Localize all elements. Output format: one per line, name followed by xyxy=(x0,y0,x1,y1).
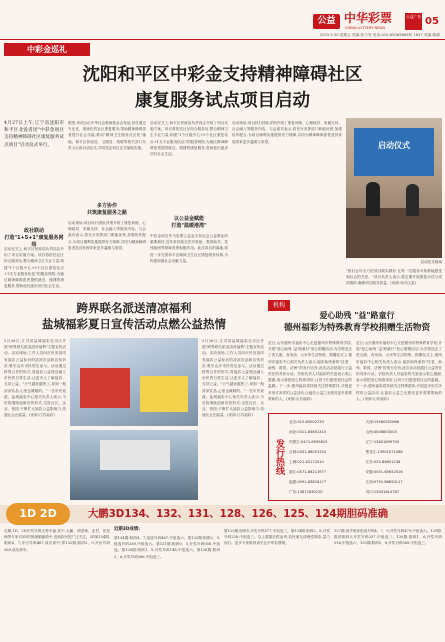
right-headline-line2: 德州福彩为特殊教育学校捐赠生活物资 xyxy=(283,323,431,333)
hotline-label: 发行热线 xyxy=(274,439,284,475)
main-body-5: "我们会尽全力把项目做实做好,让每一位服务对象都能感受到社会的关爱。"项目负责人表示,将定期开展康复评估与成效跟踪,确保项目服务质量。(来源:和平区委) xyxy=(346,269,442,286)
right-headline-line1: 爱心助残 "益"路童行 xyxy=(319,311,395,320)
main-body-3: 启动现场,项目执行团队详细介绍了康复训练、心理疏导、家属支持、社会融入等服务内容。与会嘉宾表示,将充分发挥部门职能优势,加强协作配合,为项目顺利实施提供有力保障,共同为精神障碍患者及其家庭带来更多温暖与希望。 xyxy=(68,221,146,250)
lottery-section xyxy=(0,505,445,642)
hotline-entry: 辽宁:13601899700 xyxy=(365,440,400,444)
left-headline-line1: 跨界联名派送清凉福利 xyxy=(76,301,192,315)
left-body-col1: 5月26日,江苏省盐城福彩在市区开展"跨界联名派送清凉福利"主题宣传活动。活动现场,工作人员向市民发放印有福彩公益标识的清凉饮品和宣传折页,吸引众多市民驻足参与。活动通过跨界合作的形式,将福彩公益理念融入市民的日常生活,让更多人了解福彩、支持公益。"天气越来越热了,拿到一瓶清凉饮品,心里也暖暖的。"一位市民说道。盐城福彩中心相关负责人表示,今后将继续创新宣传形式,走进社区、企业、校园,不断扩大福彩公益影响力,传递社会正能量。(来源:江苏福彩) xyxy=(4,339,66,418)
subhead-1-line1: 政社联动 xyxy=(23,228,44,234)
subhead-2-line1: 多方协作 xyxy=(96,203,117,209)
event-photo-caption: 启动仪式现场 xyxy=(420,260,442,264)
left-photo-top xyxy=(70,338,198,426)
main-lead: 4月27日上午,辽宁省沈阳市和平区北爱者团"中彩金项目支持精神障碍社区康复服务试点项目"启动仪式举行。 xyxy=(4,121,64,148)
photo-screen-text: 启动仪式 xyxy=(378,141,410,150)
subhead-2 xyxy=(68,203,146,217)
game-badge xyxy=(6,503,70,525)
main-headline xyxy=(0,62,445,114)
right-headline xyxy=(272,310,442,335)
subhead-3 xyxy=(150,216,228,230)
hotline-entry: 福建:0591-83818177 xyxy=(289,480,327,484)
hotline-entry: 江西:0791-86850117 xyxy=(365,480,403,484)
brand-sub: CHINA LOTTERY NEWS xyxy=(345,26,386,30)
event-photo xyxy=(346,118,442,258)
lottery-col1: 近期,1D、2D开奖号码走势平稳,其中,大鹏、胡老师、亚君、贺老师等专家对3D的预测频频命中,受到彩民的广泛关注。3D第134期,胆码4、7,开出号码467,成功命中;第132期,胆码2、9,开出号码269,成功命中。 xyxy=(4,529,110,552)
section-tag xyxy=(313,14,340,29)
photo-person xyxy=(366,182,380,216)
main-headline-line1: 沈阳和平区中彩金支持精神障碍社区 xyxy=(82,65,363,85)
hotline-entry: 黑龙江:13901071088 xyxy=(365,450,403,454)
hotline-entry: 广东:13672630120 xyxy=(289,490,323,494)
hotline-entry: 四川:13001614787 xyxy=(365,490,400,494)
hotline-entry: 河北:0311-85801315 xyxy=(289,430,327,434)
right-body-col2: 近日,山东德州市福彩中心走进德州市特殊教育学校,开展"爱心助残 '益'路童行"爱心捐赠活动,为学校送去了洗衣液、食用油、大米等生活物资。捐赠仪式上,德州市福彩中心相关负责人表示,福彩始终秉持"扶老、助残、救孤、济困"的发行宗旨,此次活动是践行公益责任的具体行动。学校负责人对福彩的关爱表示衷心感谢,表示将把爱心物资用好,让孩子们感受到社会的温暖。下一步,德州福彩将持续关注特殊群体,开展更多形式多样的公益活动,让福彩公益之光照亮更多需要帮助的人。(来源:山东福彩) xyxy=(356,341,442,401)
subhead-3-line2: 打造"温暖港湾" xyxy=(171,223,207,229)
header-rule xyxy=(0,39,445,40)
right-body-col1: 近日,山东德州市福彩中心走进德州市特殊教育学校,开展"爱心助残 '益'路童行"爱心捐赠活动,为学校送去了洗衣液、食用油、大米等生活物资。捐赠仪式上,德州市福彩中心相关负责人表示,福彩始终秉持"扶老、助残、救孤、济困"的发行宗旨,此次活动是践行公益责任的具体行动。学校负责人对福彩的关爱表示衷心感谢,表示将把爱心物资用好,让孩子们感受到社会的温暖。下一步,德州福彩将持续关注特殊群体,开展更多形式多样的公益活动,让福彩公益之光照亮更多需要帮助的人。(来源:山东福彩) xyxy=(268,341,352,401)
hotline-list xyxy=(289,418,439,498)
lottery-col4: 127期:高手推荐组选号码4、7、9,开奖号码479,中组选六。129期:推荐胆码3,开奖号码337,中组选三。130期:胆码1、6,开奖号码016,中组选六。133期:胆码5、8,开奖号码588,中组选三。 xyxy=(334,529,442,546)
brand-logo xyxy=(344,11,404,25)
main-body-col3: 启动仪式上,和平区民政局负责同志介绍了项目实施方案。项目将依托社区综合服务站,整合精神卫生专业力量,构建"1个区级中心+5个社区康复站点+1支专业服务队伍"的服务网络,为辖区精神障碍患者提供就近、便捷的康复服务,帮助他们逐步回归社会生活。 xyxy=(150,121,228,157)
hotline-entry: 吉林:0431-86051220 xyxy=(289,450,327,454)
photo-tent xyxy=(100,440,170,470)
brand-text: 中华彩票 xyxy=(344,11,393,25)
left-headline-line2: 盐城福彩夏日宣传活动点燃公益热情 xyxy=(42,317,226,331)
subhead-2-line2: 共筑康复服务之路 xyxy=(86,210,127,216)
section-tag-text: 公益 xyxy=(317,16,336,26)
hotline-entry: 山西:4008853003 xyxy=(365,430,397,434)
right-article-tag: 机构 xyxy=(268,300,290,311)
main-body-col4: 启动现场,项目执行团队详细介绍了康复训练、心理疏导、家属支持、社会融入等服务内容。与会嘉宾表示,将充分发挥部门职能优势,加强协作配合,为项目顺利实施提供有力保障,共同为精神障碍患者及其家庭带来更多温暖与希望。 xyxy=(232,121,342,144)
lottery-col2: 第134期:胆码4、7,组选号码467,中组选六。第132期:胆码2、9,组选号码269,中组选六。第131期:胆码0、5,开奖号码058,中组选。第128期:胆码1、8,开奖号码148,中组选六。第126期:胆码3、6,开奖号码366,中组选三。 xyxy=(114,536,220,559)
photo-booth xyxy=(140,376,188,412)
hotline-box xyxy=(268,413,442,501)
main-body-2: 启动仪式上,和平区民政局负责同志介绍了项目实施方案。项目将依托社区综合服务站,整合精神卫生专业力量,构建"1个区级中心+5个社区康复站点+1支专业服务队伍"的服务网络,为辖区精神障碍患者提供就近、便捷的康复服务,帮助他们逐步回归社会生活。 xyxy=(4,247,64,289)
page-number: 05 xyxy=(425,16,439,27)
left-headline xyxy=(4,300,264,332)
header xyxy=(0,0,445,40)
photo-screen xyxy=(354,128,434,176)
main-body-col2: 据悉,该项目由中华社会救助基金会发起,旨在通过专业化、系统化的社区康复服务,帮助精神障碍患者提升社会功能,推动"精神卫生服务社区化"落地。和平区民政局、卫健局、残联等相关部门负责人出席启动仪式,共同见证项目正式落地实施。 xyxy=(68,121,146,150)
subhead-1-line2: 打造"1+5+1"康复服务网络 xyxy=(4,235,64,248)
section-divider xyxy=(0,293,445,294)
hotline-entry: 安徽:0551-65652016 xyxy=(365,470,403,474)
hotline-entry: 浙江:0571-88213977 xyxy=(289,470,327,474)
subhead-3-line1: 以公益金赋能 xyxy=(173,216,204,222)
hotline-entry: 北京:010-65002733 xyxy=(289,420,324,424)
main-headline-line2: 康复服务试点项目启动 xyxy=(135,91,310,111)
page-label: 公益广告 xyxy=(405,13,422,30)
hotline-entry: 内蒙古:0471-6599815 xyxy=(289,440,328,444)
hotline-entry: 天津:13560552868 xyxy=(365,420,400,424)
photo-person xyxy=(406,184,419,216)
game-badge-text: 1D 2D xyxy=(19,507,57,520)
main-body-4: 中彩金项目作为彩票公益金支持社会公益事业的重要载体,近年来持续在医疗救助、教育助学、扶残助困等领域发挥积极作用。此次项目的落地,将进一步完善和平区精神卫生社区康复服务体系,为构建和谐社会贡献力量。 xyxy=(150,234,228,263)
lottery-sub: 近期3D成绩: xyxy=(114,527,141,532)
column-tag: 中彩金巡礼 xyxy=(4,43,90,56)
date-line: 2025.5.30 星期五 责编:张力发 电话:010-65065865转 1657 美编:陈倩 xyxy=(319,33,440,37)
photo-table xyxy=(346,208,442,258)
hotline-entry: 上海:021-62172010 xyxy=(289,460,324,464)
hotline-entry: 江苏:025-86851236 xyxy=(365,460,401,464)
left-body-col2: 5月26日,江苏省盐城福彩在市区开展"跨界联名派送清凉福利"主题宣传活动。活动现场,工作人员向市民发放印有福彩公益标识的清凉饮品和宣传折页,吸引众多市民驻足参与。活动通过跨界合作的形式,将福彩公益理念融入市民的日常生活,让更多人了解福彩、支持公益。"天气越来越热了,拿到一瓶清凉饮品,心里也暖暖的。"一位市民说道。盐城福彩中心相关负责人表示,今后将继续创新宣传形式,走进社区、企业、校园,不断扩大福彩公益影响力,传递社会正能量。(来源:江苏福彩) xyxy=(202,339,264,418)
lottery-col3: 第125期:胆码5,开奖号码577,中组选三。第124期:胆码2、8,开奖号码228,中组选三。以上数据仅供参考,彩民朋友请理性购彩,量力而行。更多专家推荐请关注中华彩票网。 xyxy=(224,529,330,546)
left-photo-bottom xyxy=(70,430,198,500)
lottery-headline: 大鹏3D134、132、131、128、126、125、124期胆码准确 xyxy=(88,508,389,520)
photo-booth xyxy=(80,368,130,408)
